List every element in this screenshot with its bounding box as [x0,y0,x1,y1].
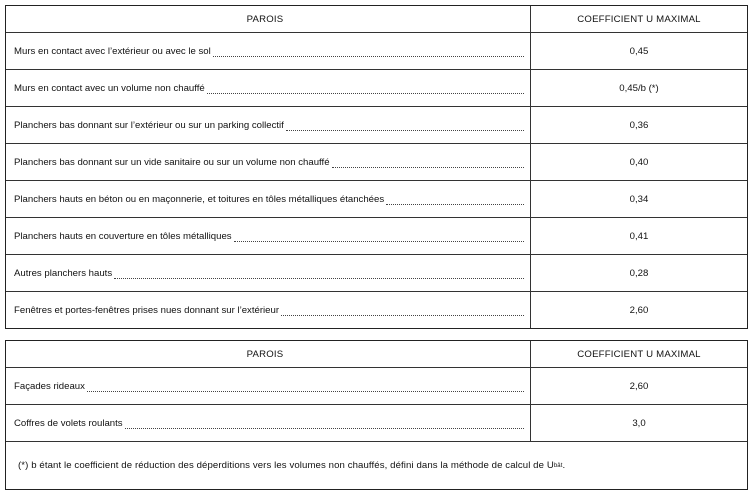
dot-leader [386,204,524,205]
row-label: Planchers bas donnant sur l’extérieur ou sur un parking collectif [14,119,284,131]
row-label: Autres planchers hauts [14,267,113,279]
footnote-subscript: bât [553,462,563,469]
row-label-cell [6,33,531,69]
row-value-cell [531,33,747,69]
table-header-row [6,6,747,32]
row-label-cell [6,218,531,254]
row-label-cell [6,70,531,106]
dot-leader [332,167,524,168]
header-parois-cell [6,341,531,367]
row-value-cell [531,368,747,404]
row-value-cell [531,255,747,291]
row-label-cell [6,144,531,180]
table-row [6,217,747,254]
header-parois-cell [6,6,531,32]
row-value: 0,45 [629,45,649,57]
row-value-cell [531,70,747,106]
u-max-table-facades [5,340,748,490]
row-value: 0,28 [629,267,649,279]
table-row [6,254,747,291]
row-value: 2,60 [629,304,649,316]
dot-leader [234,241,524,242]
footnote [6,441,747,489]
dot-leader [125,428,524,429]
row-value-cell [531,107,747,143]
footnote-text: (*) b étant le coefficient de réduction des déperditions vers les volumes non chauffés, défini dans la méthode de calcul de U [18,460,554,471]
table-row [6,404,747,441]
row-label-cell [6,255,531,291]
row-label-cell [6,405,531,441]
row-label: Murs en contact avec un volume non chauffé [14,82,205,94]
row-label-cell [6,107,531,143]
header-coef-cell [531,6,747,32]
dot-leader [114,278,524,279]
row-value-cell [531,292,747,328]
dot-leader [286,130,524,131]
u-max-table-walls [5,5,748,329]
table-header-row [6,341,747,367]
row-label: Planchers hauts en béton ou en maçonnerie, et toitures en tôles métalliques étanchées [14,193,385,205]
row-value-cell [531,181,747,217]
row-value: 2,60 [629,380,649,392]
header-parois: PAROIS [246,348,284,360]
table-row [6,69,747,106]
table-row [6,143,747,180]
row-value: 3,0 [632,417,646,429]
dot-leader [207,93,524,94]
header-coef-cell [531,341,747,367]
table-row [6,32,747,69]
footnote-end: . [562,460,566,471]
header-coefficient: COEFFICIENT U MAXIMAL [577,13,701,25]
row-label: Coffres de volets roulants [14,417,123,429]
row-value-cell [531,218,747,254]
row-value: 0,45/b (*) [619,82,659,94]
row-value-cell [531,144,747,180]
row-label: Fenêtres et portes-fenêtres prises nues donnant sur l’extérieur [14,304,280,316]
row-label: Planchers bas donnant sur un vide sanitaire ou sur un volume non chauffé [14,156,330,168]
row-label: Planchers hauts en couverture en tôles métalliques [14,230,232,242]
row-label-cell [6,292,531,328]
row-label-cell [6,181,531,217]
row-value: 0,41 [629,230,649,242]
row-value: 0,34 [629,193,649,205]
dot-leader [281,315,524,316]
header-coefficient: COEFFICIENT U MAXIMAL [577,348,701,360]
table-row [6,180,747,217]
row-label: Murs en contact avec l’extérieur ou avec le sol [14,45,211,57]
table-row [6,367,747,404]
table-row [6,291,747,328]
row-value-cell [531,405,747,441]
dot-leader [87,391,524,392]
dot-leader [213,56,524,57]
table-row [6,106,747,143]
row-value: 0,40 [629,156,649,168]
row-label-cell [6,368,531,404]
header-parois: PAROIS [246,13,284,25]
row-value: 0,36 [629,119,649,131]
row-label: Façades rideaux [14,380,85,392]
